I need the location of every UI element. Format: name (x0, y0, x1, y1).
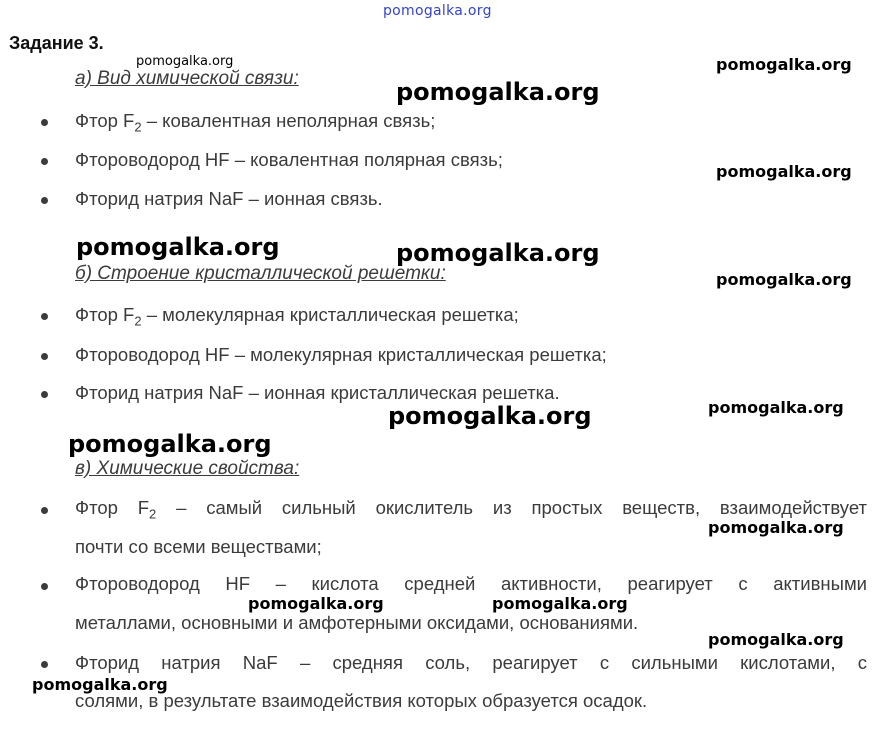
list-item-line: Фторид натрия NaF – средняя соль, реагирует с сильными кислотами, с (75, 652, 867, 673)
watermark: pomogalka.org (76, 233, 280, 261)
section-a-heading: а) Вид химической связи: (75, 68, 299, 89)
task-title: Задание 3. (9, 33, 104, 53)
bullet-icon (41, 197, 48, 204)
list-item-line: Фтор $F_2$ – самый сильный окислитель из простых веществ, взаимодействует (75, 497, 867, 522)
bullet-icon (41, 119, 48, 126)
bullet-icon (41, 661, 48, 668)
bullet-icon (41, 158, 48, 165)
watermark: pomogalka.org (32, 675, 168, 694)
section-b-heading: б) Строение кристаллической решетки: (75, 263, 446, 284)
bullet-icon (41, 353, 48, 360)
watermark: pomogalka.org (492, 594, 628, 613)
watermark: pomogalka.org (716, 270, 852, 289)
watermark: pomogalka.org (136, 54, 234, 69)
list-item-line: почти со всеми веществами; (75, 536, 322, 557)
section-c-heading: в) Химические свойства: (75, 458, 300, 479)
top-watermark: pomogalka.org (383, 3, 492, 19)
list-item-line: солями, в результате взаимодействия которых образуется осадок. (75, 690, 648, 711)
list-item: Фтороводород HF – ковалентная полярная связь; (75, 149, 503, 170)
watermark: pomogalka.org (708, 630, 844, 649)
list-item: Фторид натрия NaF – ионная связь. (75, 188, 383, 209)
list-item: Фтор $F_2$ – ковалентная неполярная связь; (75, 110, 436, 135)
bullet-icon (41, 507, 48, 514)
watermark: pomogalka.org (388, 402, 592, 430)
list-item-line: металлами, основными и амфотерными оксидами, основаниями. (75, 612, 639, 633)
watermark: pomogalka.org (716, 55, 852, 74)
list-item: Фтор $F_2$ – молекулярная кристаллическая решетка; (75, 304, 519, 329)
list-item: Фторид натрия NaF – ионная кристаллическая решетка. (75, 382, 560, 403)
bullet-icon (41, 313, 48, 320)
watermark: pomogalka.org (68, 430, 272, 458)
list-item-line: Фтороводород HF – кислота средней активности, реагирует с активными (75, 573, 867, 594)
watermark: pomogalka.org (708, 398, 844, 417)
bullet-icon (41, 391, 48, 398)
watermark: pomogalka.org (396, 239, 600, 267)
watermark: pomogalka.org (708, 518, 844, 537)
bullet-icon (41, 583, 48, 590)
watermark: pomogalka.org (396, 78, 600, 106)
watermark: pomogalka.org (248, 594, 384, 613)
list-item: Фтороводород HF – молекулярная кристаллическая решетка; (75, 344, 607, 365)
watermark: pomogalka.org (716, 162, 852, 181)
